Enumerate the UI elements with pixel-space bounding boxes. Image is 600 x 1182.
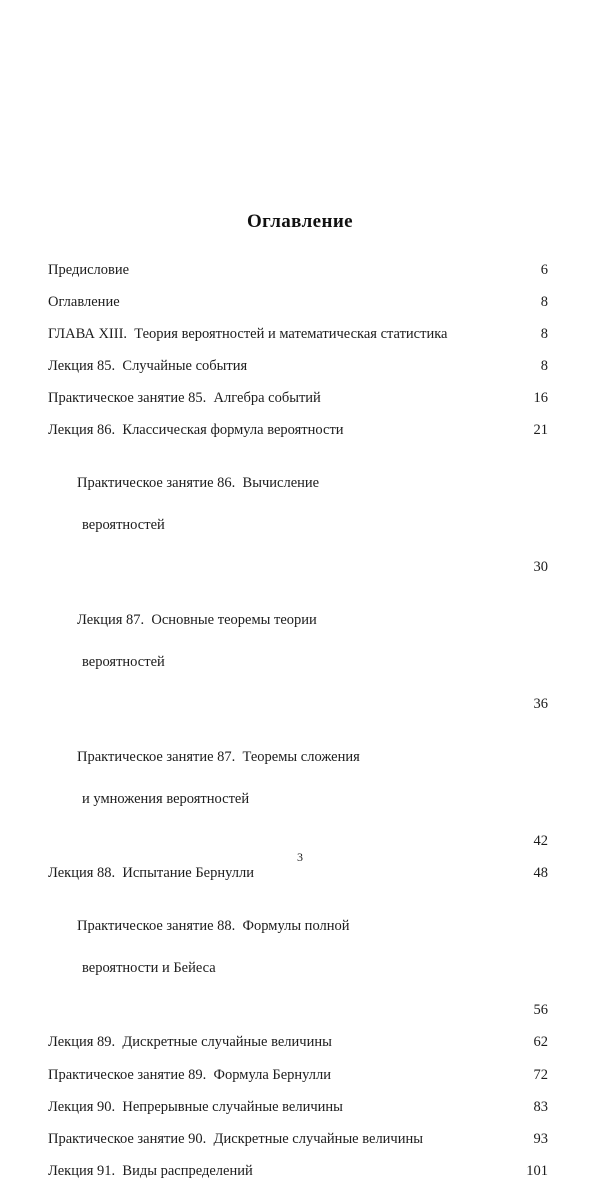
list-item[interactable] <box>48 1161 548 1182</box>
toc-entry-line1: Практическое занятие 86. Вычисление <box>77 475 320 492</box>
toc-entry-label <box>48 452 319 578</box>
toc-entry-page: 72 <box>533 1066 548 1083</box>
list-item[interactable] <box>48 292 548 313</box>
toc-entry-label: Оглавление <box>48 294 120 311</box>
toc-entry-label: Практическое занятие 90. Дискретные случайные величины <box>48 1130 423 1147</box>
list-item[interactable] <box>48 452 548 578</box>
toc-entry-page: 42 <box>533 833 548 850</box>
toc-entry-line2: вероятностей <box>82 517 165 534</box>
toc-entry-page: 83 <box>533 1098 548 1115</box>
toc-entry-label: Лекция 90. Непрерывные случайные величины <box>48 1098 343 1115</box>
list-item[interactable] <box>48 260 548 281</box>
list-item[interactable] <box>48 726 548 852</box>
list-item[interactable] <box>48 388 548 409</box>
list-item[interactable] <box>48 863 548 884</box>
toc-entry-label: Лекция 86. Классическая формула вероятности <box>48 422 344 439</box>
toc-entry-line1: Практическое занятие 87. Теоремы сложения <box>77 749 360 766</box>
toc-entry-page: 21 <box>533 422 548 439</box>
list-item[interactable] <box>48 895 548 1021</box>
list-item[interactable] <box>48 1065 548 1086</box>
toc-entry-label: Практическое занятие 85. Алгебра событий <box>48 390 321 407</box>
page-number: 3 <box>297 850 303 864</box>
toc-entry-label: Предисловие <box>48 262 130 278</box>
toc-entry-label: ГЛАВА XIII. Теория вероятностей и математическая статистика <box>48 326 448 343</box>
page-title: Оглавление <box>246 211 354 232</box>
toc-entry-page: 16 <box>533 390 548 407</box>
toc-entry-label: Лекция 85. Случайные события <box>48 358 248 375</box>
list-item[interactable] <box>48 1032 548 1053</box>
toc-entry-label <box>48 589 317 715</box>
list-item[interactable] <box>48 420 548 441</box>
toc-entry-line2: и умножения вероятностей <box>82 791 250 808</box>
toc-entry-line2: вероятностей <box>82 654 165 671</box>
toc-entry-page: 62 <box>533 1034 548 1051</box>
table-of-contents <box>48 260 548 1182</box>
toc-entry-page: 36 <box>533 696 548 713</box>
toc-entry-line1: Лекция 87. Основные теоремы теории <box>77 612 317 629</box>
list-item[interactable] <box>48 324 548 345</box>
list-item[interactable] <box>48 1097 548 1118</box>
toc-entry-page: 93 <box>533 1130 548 1147</box>
toc-entry-label <box>48 726 360 852</box>
toc-entry-page: 8 <box>540 294 548 311</box>
toc-entry-label <box>48 895 350 1021</box>
toc-entry-page: 6 <box>540 262 548 278</box>
toc-entry-label: Лекция 91. Виды распределений <box>48 1162 253 1179</box>
toc-entry-page: 48 <box>533 865 548 882</box>
list-item[interactable] <box>48 589 548 715</box>
toc-entry-line1: Практическое занятие 88. Формулы полной <box>77 918 350 935</box>
toc-entry-page: 8 <box>540 358 548 375</box>
list-item[interactable] <box>48 1129 548 1150</box>
toc-entry-label: Практическое занятие 89. Формула Бернулли <box>48 1066 331 1083</box>
list-item[interactable] <box>48 356 548 377</box>
toc-entry-page: 30 <box>533 559 548 576</box>
toc-entry-label: Лекция 89. Дискретные случайные величины <box>48 1034 332 1051</box>
toc-entry-label: Лекция 88. Испытание Бернулли <box>48 865 254 882</box>
toc-entry-page: 8 <box>540 326 548 343</box>
toc-entry-line2: вероятности и Бейеса <box>82 960 216 977</box>
toc-entry-page: 56 <box>533 1002 548 1019</box>
toc-entry-page: 101 <box>526 1162 548 1179</box>
